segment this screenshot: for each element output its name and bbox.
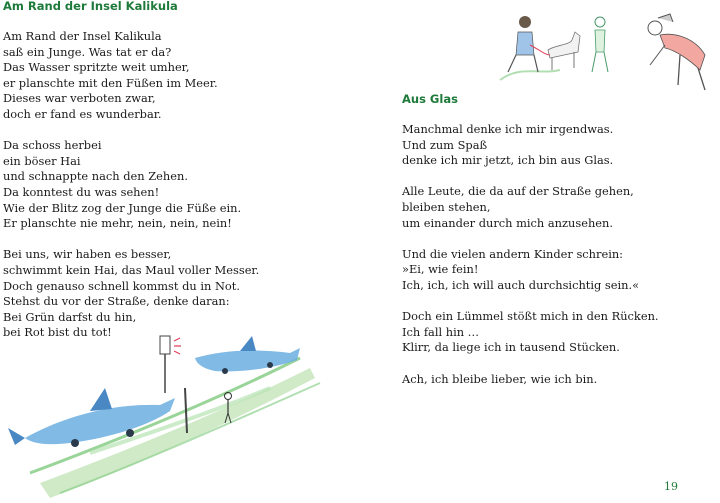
shark-road-illustration bbox=[0, 333, 330, 503]
poem-line: Alle Leute, die da auf der Straße gehen, bbox=[402, 184, 634, 199]
poem-line: Er planschte nie mehr, nein, nein, nein! bbox=[3, 216, 232, 231]
shark-car-large bbox=[8, 388, 175, 447]
traffic-light bbox=[160, 336, 181, 393]
poem-line: Klirr, da liege ich in tausend Stücken. bbox=[402, 340, 620, 355]
poem-line: Bei Grün darfst du hin, bbox=[3, 309, 137, 324]
poem-line: ein böser Hai bbox=[3, 153, 81, 168]
poem-title-left: Am Rand der Insel Kalikula bbox=[3, 0, 178, 13]
stanza-gap bbox=[402, 356, 659, 372]
poem-line: Und die vielen andern Kinder schrein: bbox=[402, 246, 624, 261]
stanza-gap bbox=[402, 169, 659, 185]
poem-line: Ich, ich, ich will auch durchsichtig sein.« bbox=[402, 277, 640, 292]
poem-body-right bbox=[402, 122, 659, 387]
poem-line: Stehst du vor der Straße, denke daran: bbox=[3, 294, 230, 309]
stanza-gap bbox=[402, 231, 659, 247]
poem-line: um einander durch mich anzusehen. bbox=[402, 215, 613, 230]
poem-line: Bei uns, wir haben es besser, bbox=[3, 247, 172, 262]
poem-line: schwimmt kein Hai, das Maul voller Messer. bbox=[3, 262, 260, 277]
poem-line: Manchmal denke ich mir irgendwas. bbox=[402, 122, 614, 136]
page-number: 19 bbox=[664, 480, 678, 493]
poem-line: Am Rand der Insel Kalikula bbox=[3, 29, 162, 43]
poem-line: saß ein Junge. Was tat er da? bbox=[3, 44, 172, 59]
poem-line: und schnappte nach den Zehen. bbox=[3, 169, 188, 184]
dog-figure bbox=[530, 32, 580, 70]
stanza-gap bbox=[3, 232, 259, 248]
woman-figure bbox=[508, 16, 538, 72]
poem-line: er planschte mit den Füßen im Meer. bbox=[3, 75, 218, 90]
poem-line: »Ei, wie fein! bbox=[402, 262, 479, 277]
poem-line: Ich fall hin … bbox=[402, 324, 480, 339]
shark-car-small bbox=[195, 336, 300, 374]
poem-line: Das Wasser spritzte weit umher, bbox=[3, 60, 190, 75]
poem-line: Da schoss herbei bbox=[3, 138, 102, 153]
poem-line: bei Rot bist du tot! bbox=[3, 325, 112, 340]
poem-line: Dieses war verboten zwar, bbox=[3, 91, 156, 106]
stanza-gap bbox=[3, 123, 259, 139]
poem-title-right: Aus Glas bbox=[402, 92, 458, 106]
poem-body-left bbox=[3, 29, 259, 341]
stanza-gap bbox=[402, 294, 659, 310]
man-figure bbox=[648, 14, 705, 90]
poem-line: Doch ein Lümmel stößt mich in den Rücken. bbox=[402, 309, 659, 324]
poem-line: Da konntest du was sehen! bbox=[3, 184, 160, 199]
poem-line: Und zum Spaß bbox=[402, 137, 488, 152]
glass-child-figure bbox=[592, 17, 608, 72]
poem-line: doch er fand es wunderbar. bbox=[3, 106, 162, 121]
people-and-dog-illustration bbox=[500, 10, 720, 110]
poem-line: denke ich mir jetzt, ich bin aus Glas. bbox=[402, 153, 614, 168]
poem-line: Wie der Blitz zog der Junge die Füße ein. bbox=[3, 200, 242, 215]
poem-line: bleiben stehen, bbox=[402, 199, 491, 214]
poem-line: Ach, ich bleibe lieber, wie ich bin. bbox=[402, 371, 598, 386]
poem-line: Doch genauso schnell kommst du in Not. bbox=[3, 278, 240, 293]
